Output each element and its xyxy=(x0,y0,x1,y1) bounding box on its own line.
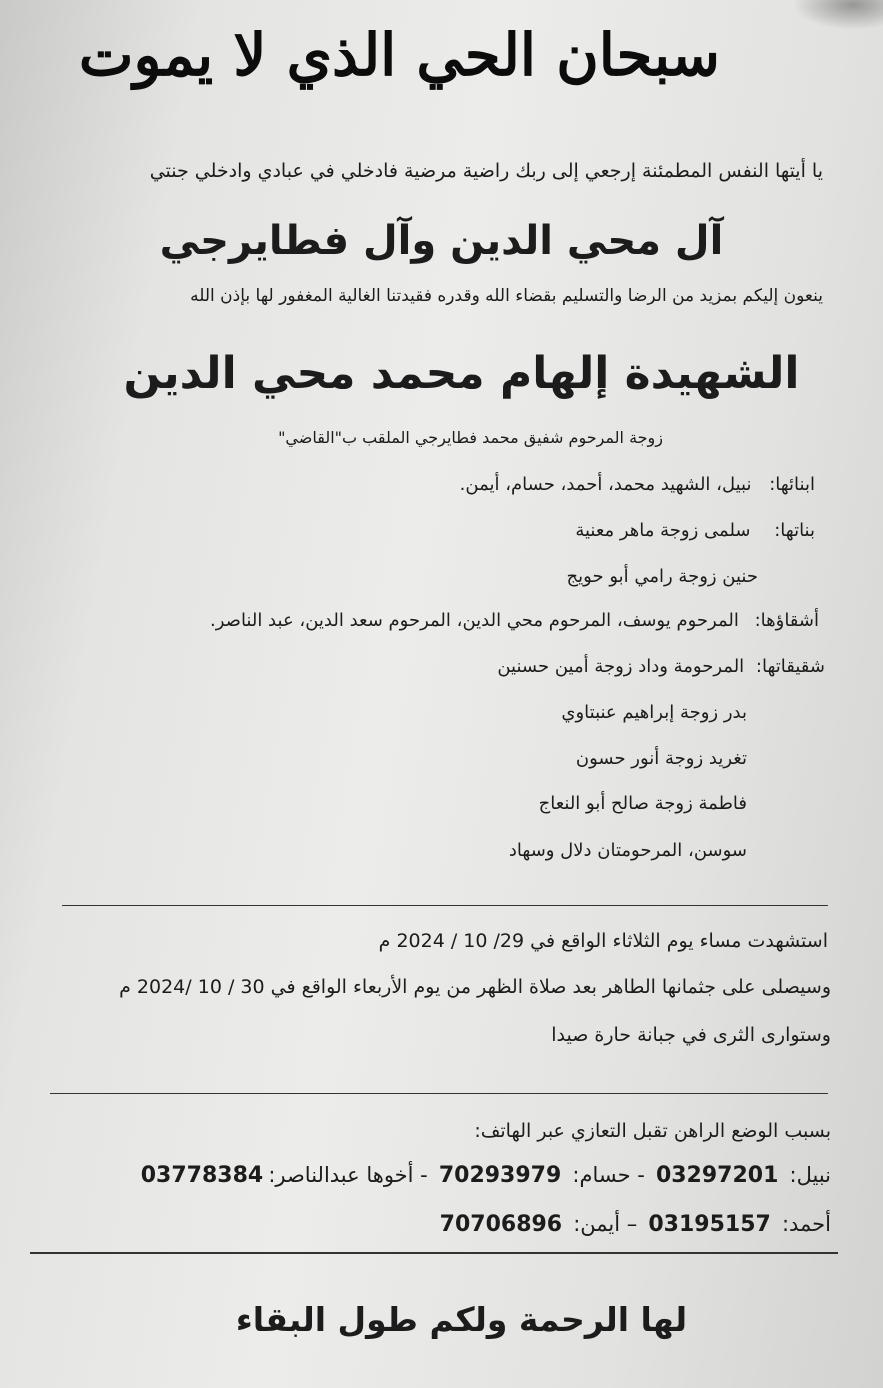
sister-item: سوسن، المرحومتان دلال وسهاد xyxy=(508,840,747,861)
contact-label: - حسام: xyxy=(572,1163,645,1187)
divider xyxy=(30,1252,838,1254)
sons-row xyxy=(460,474,815,495)
sons-label: ابنائها: xyxy=(769,474,815,495)
burial-place: وستوارى الثرى في جبانة حارة صيدا xyxy=(551,1024,831,1046)
phone-number: 03778384 xyxy=(140,1163,264,1188)
phone-number: 70293979 xyxy=(438,1163,562,1188)
brothers-row xyxy=(210,610,819,631)
sister-item: فاطمة زوجة صالح أبو النعاج xyxy=(538,793,747,814)
daughters-row xyxy=(575,520,815,541)
sister-item: المرحومة وداد زوجة أمين حسنين xyxy=(497,656,745,677)
sister-item: تغريد زوجة أنور حسون xyxy=(575,748,747,769)
family-names: آل محي الدين وآل فطايرجي xyxy=(159,218,724,264)
divider xyxy=(50,1093,828,1094)
divider xyxy=(62,905,828,906)
contact-label: أحمد: xyxy=(781,1212,831,1236)
prayer-time: وسيصلى على جثمانها الطاهر بعد صلاة الظهر من يوم الأربعاء الواقع في 30 / 10 /2024 م xyxy=(119,976,831,998)
spouse-line: زوجة المرحوم شفيق محمد فطايرجي الملقب ب"القاضي" xyxy=(278,428,663,447)
sons-list: نبيل، الشهيد محمد، أحمد، حسام، أيمن. xyxy=(459,474,752,495)
sisters-row xyxy=(497,656,825,677)
announcement-text: ينعون إليكم بمزيد من الرضا والتسليم بقضاء الله وقدره فقيدتنا الغالية المغفور لها بإذن الله xyxy=(190,286,823,306)
brothers-label: أشقاؤها: xyxy=(754,610,819,631)
phone-number: 70706896 xyxy=(439,1212,563,1237)
martyred-date: استشهدت مساء يوم الثلاثاء الواقع في 29/ 10 / 2024 م xyxy=(378,930,828,952)
sisters-label: شقيقاتها: xyxy=(755,656,825,677)
deceased-name: الشهيدة إلهام محمد محي الدين xyxy=(123,348,800,399)
quran-verse: يا أيتها النفس المطمئنة إرجعي إلى ربك راضية مرضية فادخلي في عبادي وادخلي جنتي xyxy=(149,160,823,182)
contact-label: – أيمن: xyxy=(573,1212,638,1236)
phone-number: 03297201 xyxy=(655,1163,779,1188)
calligraphy-header: سبحان الحي الذي لا يموت xyxy=(78,21,720,89)
daughter-item: سلمى زوجة ماهر معنية xyxy=(575,520,751,541)
contact-label: - أخوها عبدالناصر: xyxy=(268,1163,428,1187)
daughters-label: بناتها: xyxy=(774,520,815,541)
brothers-list: المرحوم يوسف، المرحوم محي الدين، المرحوم سعد الدين، عبد الناصر. xyxy=(210,610,739,631)
condolence-notice: بسبب الوضع الراهن تقبل التعازي عبر الهاتف: xyxy=(474,1120,831,1142)
daughter-item: حنين زوجة رامي أبو حويج xyxy=(566,566,758,587)
contact-label: نبيل: xyxy=(789,1163,831,1187)
phone-number: 03195157 xyxy=(648,1212,771,1237)
paper-shadow xyxy=(793,0,883,30)
phone-line xyxy=(141,1163,831,1188)
sister-item: بدر زوجة إبراهيم عنبتاوي xyxy=(561,702,747,723)
closing-phrase: لها الرحمة ولكم طول البقاء xyxy=(235,1300,688,1339)
phone-line xyxy=(440,1212,831,1237)
